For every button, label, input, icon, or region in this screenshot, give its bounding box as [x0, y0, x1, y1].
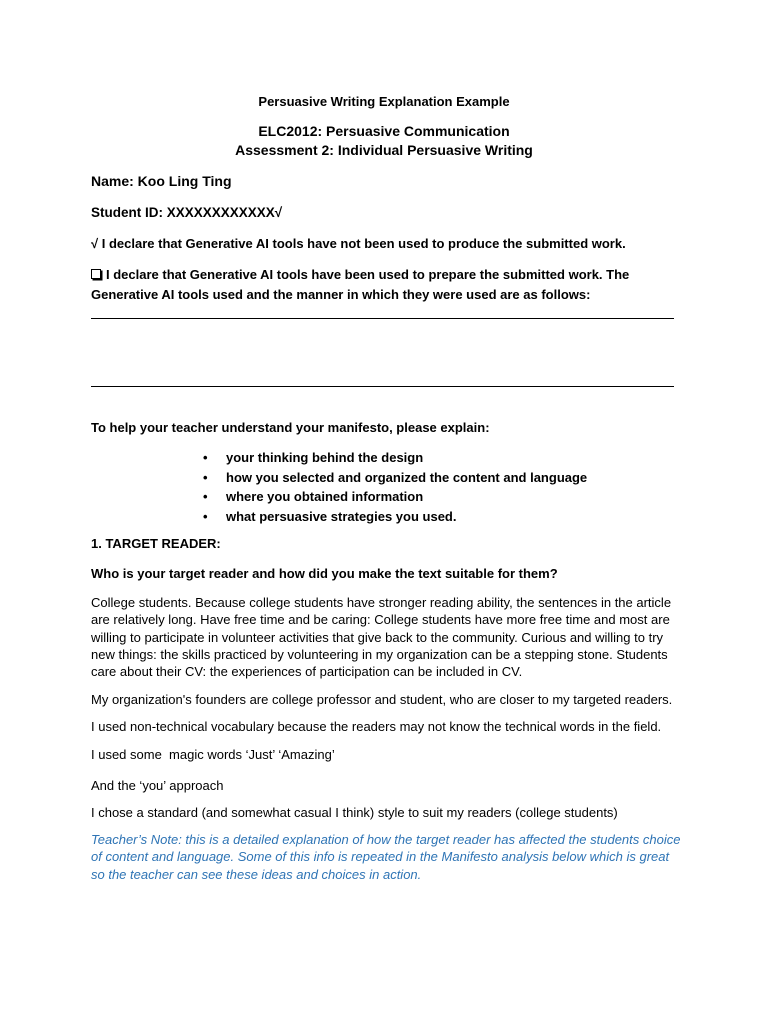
paragraph: I used non-technical vocabulary because the readers may not know the technical words in the field.	[91, 719, 662, 734]
declaration-used	[91, 266, 691, 283]
checkbox-icon	[91, 269, 101, 279]
section-heading: 1. TARGET READER:	[91, 536, 221, 551]
explain-intro: To help your teacher understand your manifesto, please explain:	[91, 420, 490, 435]
course-title: ELC2012: Persuasive Communication	[258, 123, 510, 139]
answer-line	[91, 386, 674, 387]
answer-line	[91, 318, 674, 319]
declaration-not-used: √ I declare that Generative AI tools have not been used to produce the submitted work.	[91, 236, 626, 251]
paragraph: And the ‘you’ approach	[91, 778, 224, 793]
declaration-used-line1: I declare that Generative AI tools have been used to prepare the submitted work. The	[106, 267, 630, 282]
section-question: Who is your target reader and how did you make the text suitable for them?	[91, 566, 558, 581]
student-id: Student ID: XXXXXXXXXXXX√	[91, 205, 283, 220]
paragraph: I chose a standard (and somewhat casual I think) style to suit my readers (college students)	[91, 805, 618, 820]
list-item: • your thinking behind the design	[203, 450, 424, 465]
paragraph: My organization's founders are college professor and student, who are closer to my targeted readers.	[91, 692, 673, 707]
assessment-title: Assessment 2: Individual Persuasive Writing	[235, 142, 533, 158]
student-name: Name: Koo Ling Ting	[91, 173, 232, 189]
document-title: Persuasive Writing Explanation Example	[258, 94, 510, 109]
explain-bullet-list	[201, 448, 587, 526]
teacher-note: Teacher’s Note: this is a detailed explanation of how the target reader has affected the students choice of content and language. Some of this info is repeated in the Manifesto analysis below which is great so the teacher can see these ideas and choices in action.	[91, 832, 681, 882]
list-item: • what persuasive strategies you used.	[203, 508, 457, 524]
list-item: • how you selected and organized the content and language	[203, 469, 588, 485]
paragraph: College students. Because college students have stronger reading ability, the sentences in the article are relatively long. Have free time and be caring: College students have more free time and most are willing to participate in volunteer activities that give back to the community. Curious and willing to try new things: the skills practiced by volunteering in my organization can be a stepping stone. Students care about their CV: the experiences of participation can be included in CV.	[91, 595, 672, 680]
paragraph: I used some magic words ‘Just’ ‘Amazing’	[91, 747, 335, 762]
list-item: • where you obtained information	[203, 489, 424, 504]
declaration-used-line2: Generative AI tools used and the manner in which they were used are as follows:	[91, 287, 591, 302]
